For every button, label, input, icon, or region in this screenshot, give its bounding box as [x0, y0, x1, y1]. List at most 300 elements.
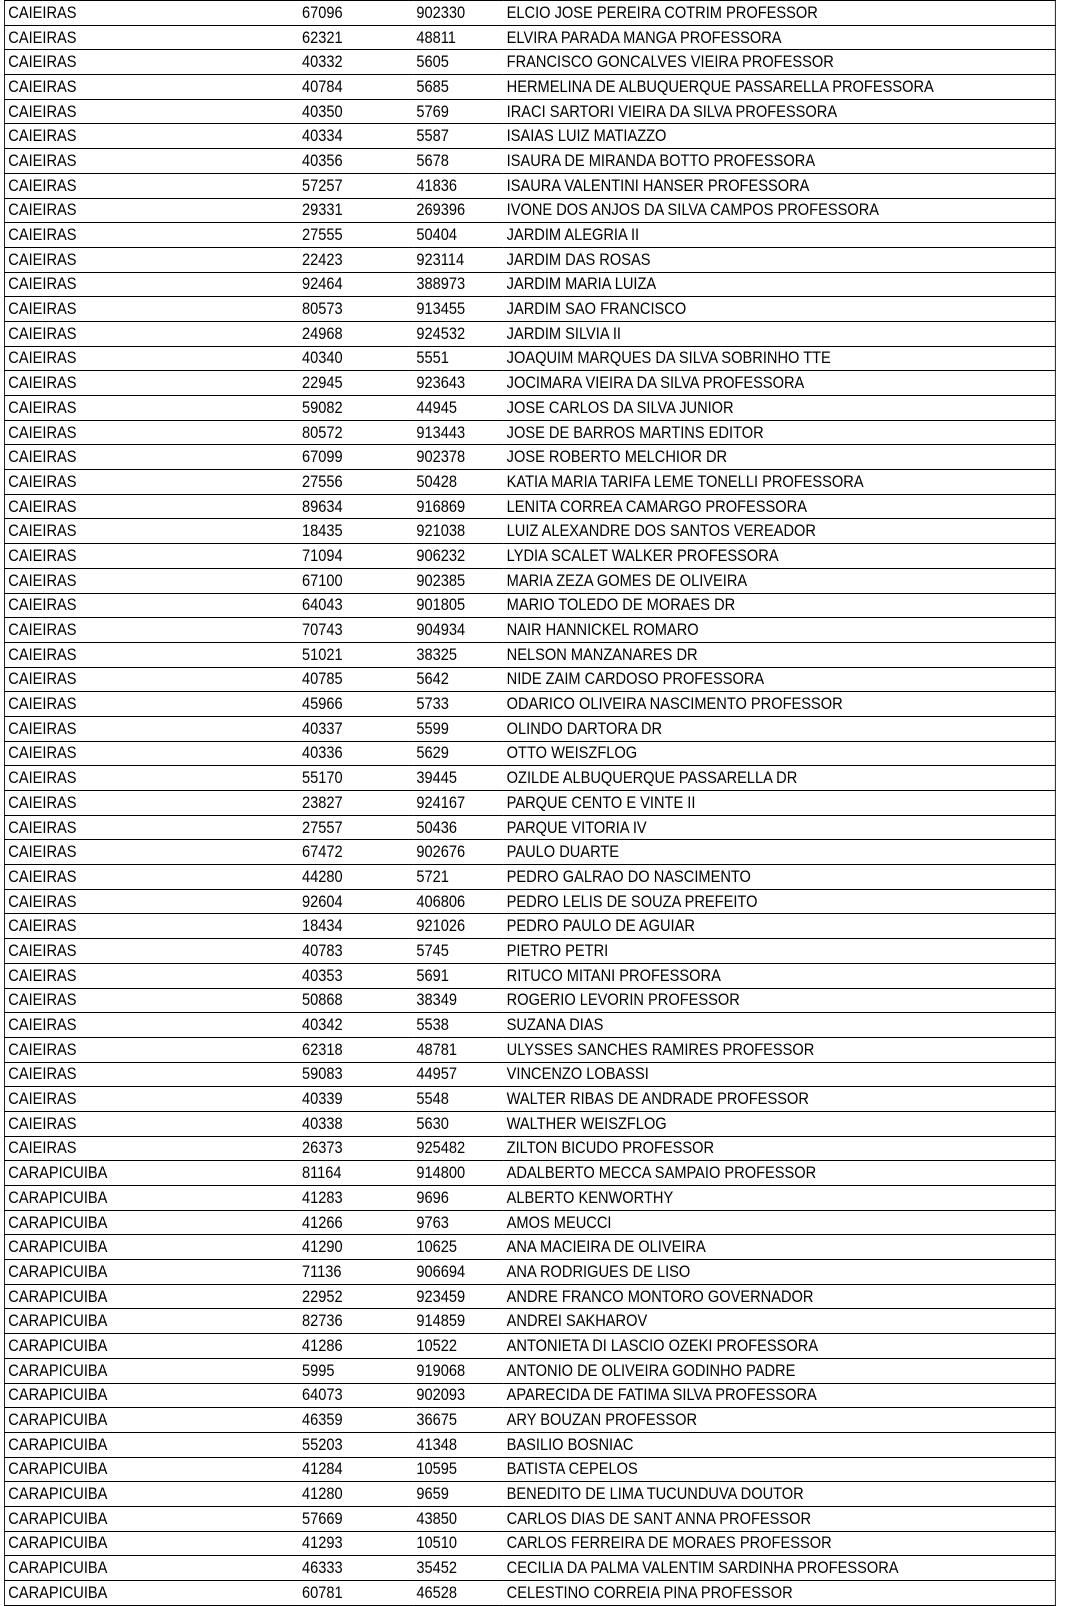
id-cell: 10595: [413, 1457, 503, 1482]
table-row: [4, 568, 1055, 593]
municipality-cell: CARAPICUIBA: [4, 1482, 298, 1507]
id-cell: 5629: [413, 741, 503, 766]
municipality-cell: CAIEIRAS: [4, 25, 298, 50]
municipality-cell: CAIEIRAS: [4, 420, 298, 445]
table-row: [4, 272, 1055, 297]
municipality-cell: CAIEIRAS: [4, 939, 298, 964]
id-cell: 41836: [413, 173, 503, 198]
id-cell: 904934: [413, 618, 503, 643]
school-name-cell: WALTER RIBAS DE ANDRADE PROFESSOR: [503, 1087, 1055, 1112]
code-cell: 46359: [299, 1408, 413, 1433]
school-name-cell: SUZANA DIAS: [503, 1013, 1055, 1038]
table-row: [4, 371, 1055, 396]
table-row: [4, 445, 1055, 470]
municipality-cell: CARAPICUIBA: [4, 1284, 298, 1309]
id-cell: 50428: [413, 470, 503, 495]
table-row: [4, 1334, 1055, 1359]
municipality-cell: CARAPICUIBA: [4, 1358, 298, 1383]
table-row: [4, 1457, 1055, 1482]
table-row: [4, 396, 1055, 421]
table-row: [4, 667, 1055, 692]
municipality-cell: CAIEIRAS: [4, 791, 298, 816]
id-cell: 36675: [413, 1408, 503, 1433]
code-cell: 64073: [299, 1383, 413, 1408]
municipality-cell: CAIEIRAS: [4, 914, 298, 939]
id-cell: 902330: [413, 1, 503, 26]
municipality-cell: CARAPICUIBA: [4, 1506, 298, 1531]
id-cell: 921026: [413, 914, 503, 939]
table-row: [4, 741, 1055, 766]
table-row: [4, 815, 1055, 840]
id-cell: 44945: [413, 396, 503, 421]
municipality-cell: CAIEIRAS: [4, 618, 298, 643]
municipality-cell: CAIEIRAS: [4, 716, 298, 741]
municipality-cell: CAIEIRAS: [4, 149, 298, 174]
id-cell: 923114: [413, 247, 503, 272]
id-cell: 9696: [413, 1186, 503, 1211]
municipality-cell: CARAPICUIBA: [4, 1432, 298, 1457]
table-row: [4, 124, 1055, 149]
table-row: [4, 75, 1055, 100]
code-cell: 44280: [299, 865, 413, 890]
table-row: [4, 642, 1055, 667]
table-row: [4, 840, 1055, 865]
municipality-cell: CARAPICUIBA: [4, 1186, 298, 1211]
table-row: [4, 963, 1055, 988]
municipality-cell: CARAPICUIBA: [4, 1334, 298, 1359]
school-name-cell: ARY BOUZAN PROFESSOR: [503, 1408, 1055, 1433]
code-cell: 71094: [299, 544, 413, 569]
table-row: [4, 99, 1055, 124]
municipality-cell: CAIEIRAS: [4, 815, 298, 840]
code-cell: 81164: [299, 1161, 413, 1186]
id-cell: 5605: [413, 50, 503, 75]
table-row: [4, 1482, 1055, 1507]
code-cell: 40350: [299, 99, 413, 124]
municipality-cell: CAIEIRAS: [4, 544, 298, 569]
municipality-cell: CAIEIRAS: [4, 1062, 298, 1087]
school-name-cell: ANA RODRIGUES DE LISO: [503, 1260, 1055, 1285]
school-name-cell: OLINDO DARTORA DR: [503, 716, 1055, 741]
id-cell: 5548: [413, 1087, 503, 1112]
municipality-cell: CARAPICUIBA: [4, 1531, 298, 1556]
school-name-cell: LYDIA SCALET WALKER PROFESSORA: [503, 544, 1055, 569]
table-row: [4, 593, 1055, 618]
id-cell: 914859: [413, 1309, 503, 1334]
id-cell: 902676: [413, 840, 503, 865]
id-cell: 46528: [413, 1581, 503, 1606]
code-cell: 40337: [299, 716, 413, 741]
code-cell: 57257: [299, 173, 413, 198]
code-cell: 41293: [299, 1531, 413, 1556]
code-cell: 41284: [299, 1457, 413, 1482]
code-cell: 67099: [299, 445, 413, 470]
code-cell: 80573: [299, 297, 413, 322]
school-name-cell: HERMELINA DE ALBUQUERQUE PASSARELLA PROFESSORA: [503, 75, 1055, 100]
school-name-cell: PEDRO LELIS DE SOUZA PREFEITO: [503, 889, 1055, 914]
id-cell: 41348: [413, 1432, 503, 1457]
municipality-cell: CAIEIRAS: [4, 840, 298, 865]
municipality-cell: CAIEIRAS: [4, 272, 298, 297]
school-name-cell: OTTO WEISZFLOG: [503, 741, 1055, 766]
code-cell: 29331: [299, 198, 413, 223]
school-name-cell: LUIZ ALEXANDRE DOS SANTOS VEREADOR: [503, 519, 1055, 544]
id-cell: 5685: [413, 75, 503, 100]
school-name-cell: MARIA ZEZA GOMES DE OLIVEIRA: [503, 568, 1055, 593]
school-name-cell: APARECIDA DE FATIMA SILVA PROFESSORA: [503, 1383, 1055, 1408]
table-row: [4, 1087, 1055, 1112]
code-cell: 62318: [299, 1037, 413, 1062]
id-cell: 5769: [413, 99, 503, 124]
school-name-cell: ELCIO JOSE PEREIRA COTRIM PROFESSOR: [503, 1, 1055, 26]
table-row: [4, 1235, 1055, 1260]
table-row: [4, 494, 1055, 519]
table-row: [4, 519, 1055, 544]
schools-table: [4, 0, 1056, 1606]
table-row: [4, 1186, 1055, 1211]
code-cell: 24968: [299, 321, 413, 346]
code-cell: 59082: [299, 396, 413, 421]
table-row: [4, 791, 1055, 816]
code-cell: 40334: [299, 124, 413, 149]
school-name-cell: CARLOS DIAS DE SANT ANNA PROFESSOR: [503, 1506, 1055, 1531]
id-cell: 914800: [413, 1161, 503, 1186]
id-cell: 924532: [413, 321, 503, 346]
id-cell: 9659: [413, 1482, 503, 1507]
id-cell: 901805: [413, 593, 503, 618]
id-cell: 388973: [413, 272, 503, 297]
school-name-cell: KATIA MARIA TARIFA LEME TONELLI PROFESSORA: [503, 470, 1055, 495]
code-cell: 45966: [299, 692, 413, 717]
table-row: [4, 1581, 1055, 1606]
code-cell: 40783: [299, 939, 413, 964]
municipality-cell: CAIEIRAS: [4, 371, 298, 396]
table-row: [4, 470, 1055, 495]
municipality-cell: CAIEIRAS: [4, 445, 298, 470]
school-name-cell: ANTONIETA DI LASCIO OZEKI PROFESSORA: [503, 1334, 1055, 1359]
school-name-cell: JOSE ROBERTO MELCHIOR DR: [503, 445, 1055, 470]
table-row: [4, 988, 1055, 1013]
id-cell: 5691: [413, 963, 503, 988]
table-row: [4, 198, 1055, 223]
municipality-cell: CAIEIRAS: [4, 346, 298, 371]
id-cell: 10510: [413, 1531, 503, 1556]
school-name-cell: CELESTINO CORREIA PINA PROFESSOR: [503, 1581, 1055, 1606]
municipality-cell: CAIEIRAS: [4, 593, 298, 618]
id-cell: 906694: [413, 1260, 503, 1285]
school-name-cell: PIETRO PETRI: [503, 939, 1055, 964]
school-name-cell: CARLOS FERREIRA DE MORAES PROFESSOR: [503, 1531, 1055, 1556]
table-row: [4, 346, 1055, 371]
code-cell: 40340: [299, 346, 413, 371]
code-cell: 27556: [299, 470, 413, 495]
municipality-cell: CAIEIRAS: [4, 1136, 298, 1161]
school-name-cell: JARDIM DAS ROSAS: [503, 247, 1055, 272]
table-row: [4, 1161, 1055, 1186]
code-cell: 22952: [299, 1284, 413, 1309]
id-cell: 35452: [413, 1556, 503, 1581]
school-name-cell: ANTONIO DE OLIVEIRA GODINHO PADRE: [503, 1358, 1055, 1383]
code-cell: 89634: [299, 494, 413, 519]
municipality-cell: CAIEIRAS: [4, 568, 298, 593]
code-cell: 18434: [299, 914, 413, 939]
table-row: [4, 939, 1055, 964]
table-row: [4, 297, 1055, 322]
code-cell: 18435: [299, 519, 413, 544]
code-cell: 40356: [299, 149, 413, 174]
municipality-cell: CARAPICUIBA: [4, 1457, 298, 1482]
school-name-cell: NELSON MANZANARES DR: [503, 642, 1055, 667]
id-cell: 921038: [413, 519, 503, 544]
school-name-cell: MARIO TOLEDO DE MORAES DR: [503, 593, 1055, 618]
code-cell: 22423: [299, 247, 413, 272]
id-cell: 43850: [413, 1506, 503, 1531]
table-row: [4, 25, 1055, 50]
code-cell: 5995: [299, 1358, 413, 1383]
id-cell: 919068: [413, 1358, 503, 1383]
municipality-cell: CARAPICUIBA: [4, 1408, 298, 1433]
id-cell: 913443: [413, 420, 503, 445]
table-row: [4, 1260, 1055, 1285]
table-row: [4, 223, 1055, 248]
code-cell: 41280: [299, 1482, 413, 1507]
id-cell: 406806: [413, 889, 503, 914]
school-name-cell: JOSE DE BARROS MARTINS EDITOR: [503, 420, 1055, 445]
school-name-cell: ISAIAS LUIZ MATIAZZO: [503, 124, 1055, 149]
code-cell: 40353: [299, 963, 413, 988]
school-name-cell: BENEDITO DE LIMA TUCUNDUVA DOUTOR: [503, 1482, 1055, 1507]
id-cell: 5599: [413, 716, 503, 741]
code-cell: 40338: [299, 1111, 413, 1136]
id-cell: 5587: [413, 124, 503, 149]
school-name-cell: PEDRO GALRAO DO NASCIMENTO: [503, 865, 1055, 890]
id-cell: 5678: [413, 149, 503, 174]
municipality-cell: CAIEIRAS: [4, 692, 298, 717]
school-name-cell: CECILIA DA PALMA VALENTIM SARDINHA PROFESSORA: [503, 1556, 1055, 1581]
id-cell: 38325: [413, 642, 503, 667]
municipality-cell: CAIEIRAS: [4, 247, 298, 272]
id-cell: 44957: [413, 1062, 503, 1087]
id-cell: 5733: [413, 692, 503, 717]
code-cell: 60781: [299, 1581, 413, 1606]
school-name-cell: ODARICO OLIVEIRA NASCIMENTO PROFESSOR: [503, 692, 1055, 717]
municipality-cell: CAIEIRAS: [4, 470, 298, 495]
school-name-cell: VINCENZO LOBASSI: [503, 1062, 1055, 1087]
municipality-cell: CAIEIRAS: [4, 1087, 298, 1112]
municipality-cell: CAIEIRAS: [4, 988, 298, 1013]
code-cell: 23827: [299, 791, 413, 816]
table-row: [4, 1383, 1055, 1408]
table-row: [4, 1111, 1055, 1136]
table-row: [4, 618, 1055, 643]
school-name-cell: IRACI SARTORI VIEIRA DA SILVA PROFESSORA: [503, 99, 1055, 124]
code-cell: 22945: [299, 371, 413, 396]
code-cell: 64043: [299, 593, 413, 618]
table-row: [4, 1037, 1055, 1062]
municipality-cell: CARAPICUIBA: [4, 1210, 298, 1235]
municipality-cell: CAIEIRAS: [4, 99, 298, 124]
id-cell: 5642: [413, 667, 503, 692]
table-row: [4, 1358, 1055, 1383]
school-name-cell: JARDIM SILVIA II: [503, 321, 1055, 346]
school-name-cell: ZILTON BICUDO PROFESSOR: [503, 1136, 1055, 1161]
municipality-cell: CAIEIRAS: [4, 124, 298, 149]
school-name-cell: PARQUE VITORIA IV: [503, 815, 1055, 840]
table-row: [4, 1531, 1055, 1556]
municipality-cell: CAIEIRAS: [4, 766, 298, 791]
table-row: [4, 1556, 1055, 1581]
school-name-cell: ULYSSES SANCHES RAMIRES PROFESSOR: [503, 1037, 1055, 1062]
id-cell: 5538: [413, 1013, 503, 1038]
id-cell: 48811: [413, 25, 503, 50]
code-cell: 51021: [299, 642, 413, 667]
school-name-cell: FRANCISCO GONCALVES VIEIRA PROFESSOR: [503, 50, 1055, 75]
id-cell: 902093: [413, 1383, 503, 1408]
id-cell: 5630: [413, 1111, 503, 1136]
municipality-cell: CAIEIRAS: [4, 889, 298, 914]
municipality-cell: CARAPICUIBA: [4, 1556, 298, 1581]
municipality-cell: CAIEIRAS: [4, 1111, 298, 1136]
id-cell: 50404: [413, 223, 503, 248]
school-name-cell: PEDRO PAULO DE AGUIAR: [503, 914, 1055, 939]
school-name-cell: WALTHER WEISZFLOG: [503, 1111, 1055, 1136]
id-cell: 5745: [413, 939, 503, 964]
table-row: [4, 321, 1055, 346]
code-cell: 67100: [299, 568, 413, 593]
school-name-cell: ANDRE FRANCO MONTORO GOVERNADOR: [503, 1284, 1055, 1309]
municipality-cell: CAIEIRAS: [4, 494, 298, 519]
id-cell: 10522: [413, 1334, 503, 1359]
id-cell: 50436: [413, 815, 503, 840]
municipality-cell: CAIEIRAS: [4, 1037, 298, 1062]
municipality-cell: CAIEIRAS: [4, 297, 298, 322]
table-row: [4, 420, 1055, 445]
code-cell: 70743: [299, 618, 413, 643]
table-row: [4, 914, 1055, 939]
code-cell: 41286: [299, 1334, 413, 1359]
table-row: [4, 1013, 1055, 1038]
table-row: [4, 1210, 1055, 1235]
school-name-cell: IVONE DOS ANJOS DA SILVA CAMPOS PROFESSORA: [503, 198, 1055, 223]
municipality-cell: CAIEIRAS: [4, 741, 298, 766]
id-cell: 913455: [413, 297, 503, 322]
code-cell: 67096: [299, 1, 413, 26]
school-name-cell: RITUCO MITANI PROFESSORA: [503, 963, 1055, 988]
table-row: [4, 544, 1055, 569]
school-name-cell: JOCIMARA VIEIRA DA SILVA PROFESSORA: [503, 371, 1055, 396]
school-name-cell: LENITA CORREA CAMARGO PROFESSORA: [503, 494, 1055, 519]
table-row: [4, 865, 1055, 890]
code-cell: 26373: [299, 1136, 413, 1161]
id-cell: 916869: [413, 494, 503, 519]
code-cell: 92604: [299, 889, 413, 914]
code-cell: 55203: [299, 1432, 413, 1457]
municipality-cell: CARAPICUIBA: [4, 1260, 298, 1285]
code-cell: 41266: [299, 1210, 413, 1235]
table-row: [4, 50, 1055, 75]
code-cell: 40332: [299, 50, 413, 75]
id-cell: 5721: [413, 865, 503, 890]
municipality-cell: CAIEIRAS: [4, 396, 298, 421]
table-row: [4, 692, 1055, 717]
municipality-cell: CARAPICUIBA: [4, 1383, 298, 1408]
municipality-cell: CAIEIRAS: [4, 963, 298, 988]
school-name-cell: AMOS MEUCCI: [503, 1210, 1055, 1235]
municipality-cell: CAIEIRAS: [4, 642, 298, 667]
school-name-cell: ISAURA VALENTINI HANSER PROFESSORA: [503, 173, 1055, 198]
code-cell: 50868: [299, 988, 413, 1013]
id-cell: 38349: [413, 988, 503, 1013]
school-name-cell: ROGERIO LEVORIN PROFESSOR: [503, 988, 1055, 1013]
table-row: [4, 1408, 1055, 1433]
code-cell: 67472: [299, 840, 413, 865]
school-name-cell: ALBERTO KENWORTHY: [503, 1186, 1055, 1211]
municipality-cell: CAIEIRAS: [4, 321, 298, 346]
id-cell: 10625: [413, 1235, 503, 1260]
code-cell: 80572: [299, 420, 413, 445]
code-cell: 40339: [299, 1087, 413, 1112]
id-cell: 924167: [413, 791, 503, 816]
school-name-cell: JARDIM ALEGRIA II: [503, 223, 1055, 248]
school-name-cell: BATISTA CEPELOS: [503, 1457, 1055, 1482]
municipality-cell: CAIEIRAS: [4, 198, 298, 223]
municipality-cell: CAIEIRAS: [4, 519, 298, 544]
school-name-cell: JARDIM MARIA LUIZA: [503, 272, 1055, 297]
code-cell: 57669: [299, 1506, 413, 1531]
code-cell: 41290: [299, 1235, 413, 1260]
id-cell: 902378: [413, 445, 503, 470]
school-name-cell: BASILIO BOSNIAC: [503, 1432, 1055, 1457]
code-cell: 40342: [299, 1013, 413, 1038]
code-cell: 40336: [299, 741, 413, 766]
id-cell: 923643: [413, 371, 503, 396]
school-name-cell: ISAURA DE MIRANDA BOTTO PROFESSORA: [503, 149, 1055, 174]
id-cell: 925482: [413, 1136, 503, 1161]
school-name-cell: ANDREI SAKHAROV: [503, 1309, 1055, 1334]
code-cell: 55170: [299, 766, 413, 791]
table-row: [4, 1136, 1055, 1161]
school-name-cell: ELVIRA PARADA MANGA PROFESSORA: [503, 25, 1055, 50]
municipality-cell: CARAPICUIBA: [4, 1161, 298, 1186]
municipality-cell: CAIEIRAS: [4, 75, 298, 100]
table-row: [4, 1, 1055, 26]
schools-table-body: [4, 1, 1055, 1606]
id-cell: 902385: [413, 568, 503, 593]
municipality-cell: CAIEIRAS: [4, 1, 298, 26]
school-name-cell: PARQUE CENTO E VINTE II: [503, 791, 1055, 816]
id-cell: 269396: [413, 198, 503, 223]
id-cell: 923459: [413, 1284, 503, 1309]
school-name-cell: ADALBERTO MECCA SAMPAIO PROFESSOR: [503, 1161, 1055, 1186]
municipality-cell: CAIEIRAS: [4, 223, 298, 248]
id-cell: 5551: [413, 346, 503, 371]
municipality-cell: CAIEIRAS: [4, 865, 298, 890]
code-cell: 82736: [299, 1309, 413, 1334]
table-row: [4, 247, 1055, 272]
school-name-cell: JOSE CARLOS DA SILVA JUNIOR: [503, 396, 1055, 421]
code-cell: 46333: [299, 1556, 413, 1581]
municipality-cell: CAIEIRAS: [4, 1013, 298, 1038]
code-cell: 40784: [299, 75, 413, 100]
municipality-cell: CARAPICUIBA: [4, 1235, 298, 1260]
school-name-cell: ANA MACIEIRA DE OLIVEIRA: [503, 1235, 1055, 1260]
school-name-cell: PAULO DUARTE: [503, 840, 1055, 865]
table-row: [4, 716, 1055, 741]
table-row: [4, 1309, 1055, 1334]
municipality-cell: CAIEIRAS: [4, 50, 298, 75]
school-name-cell: NAIR HANNICKEL ROMARO: [503, 618, 1055, 643]
table-row: [4, 1062, 1055, 1087]
